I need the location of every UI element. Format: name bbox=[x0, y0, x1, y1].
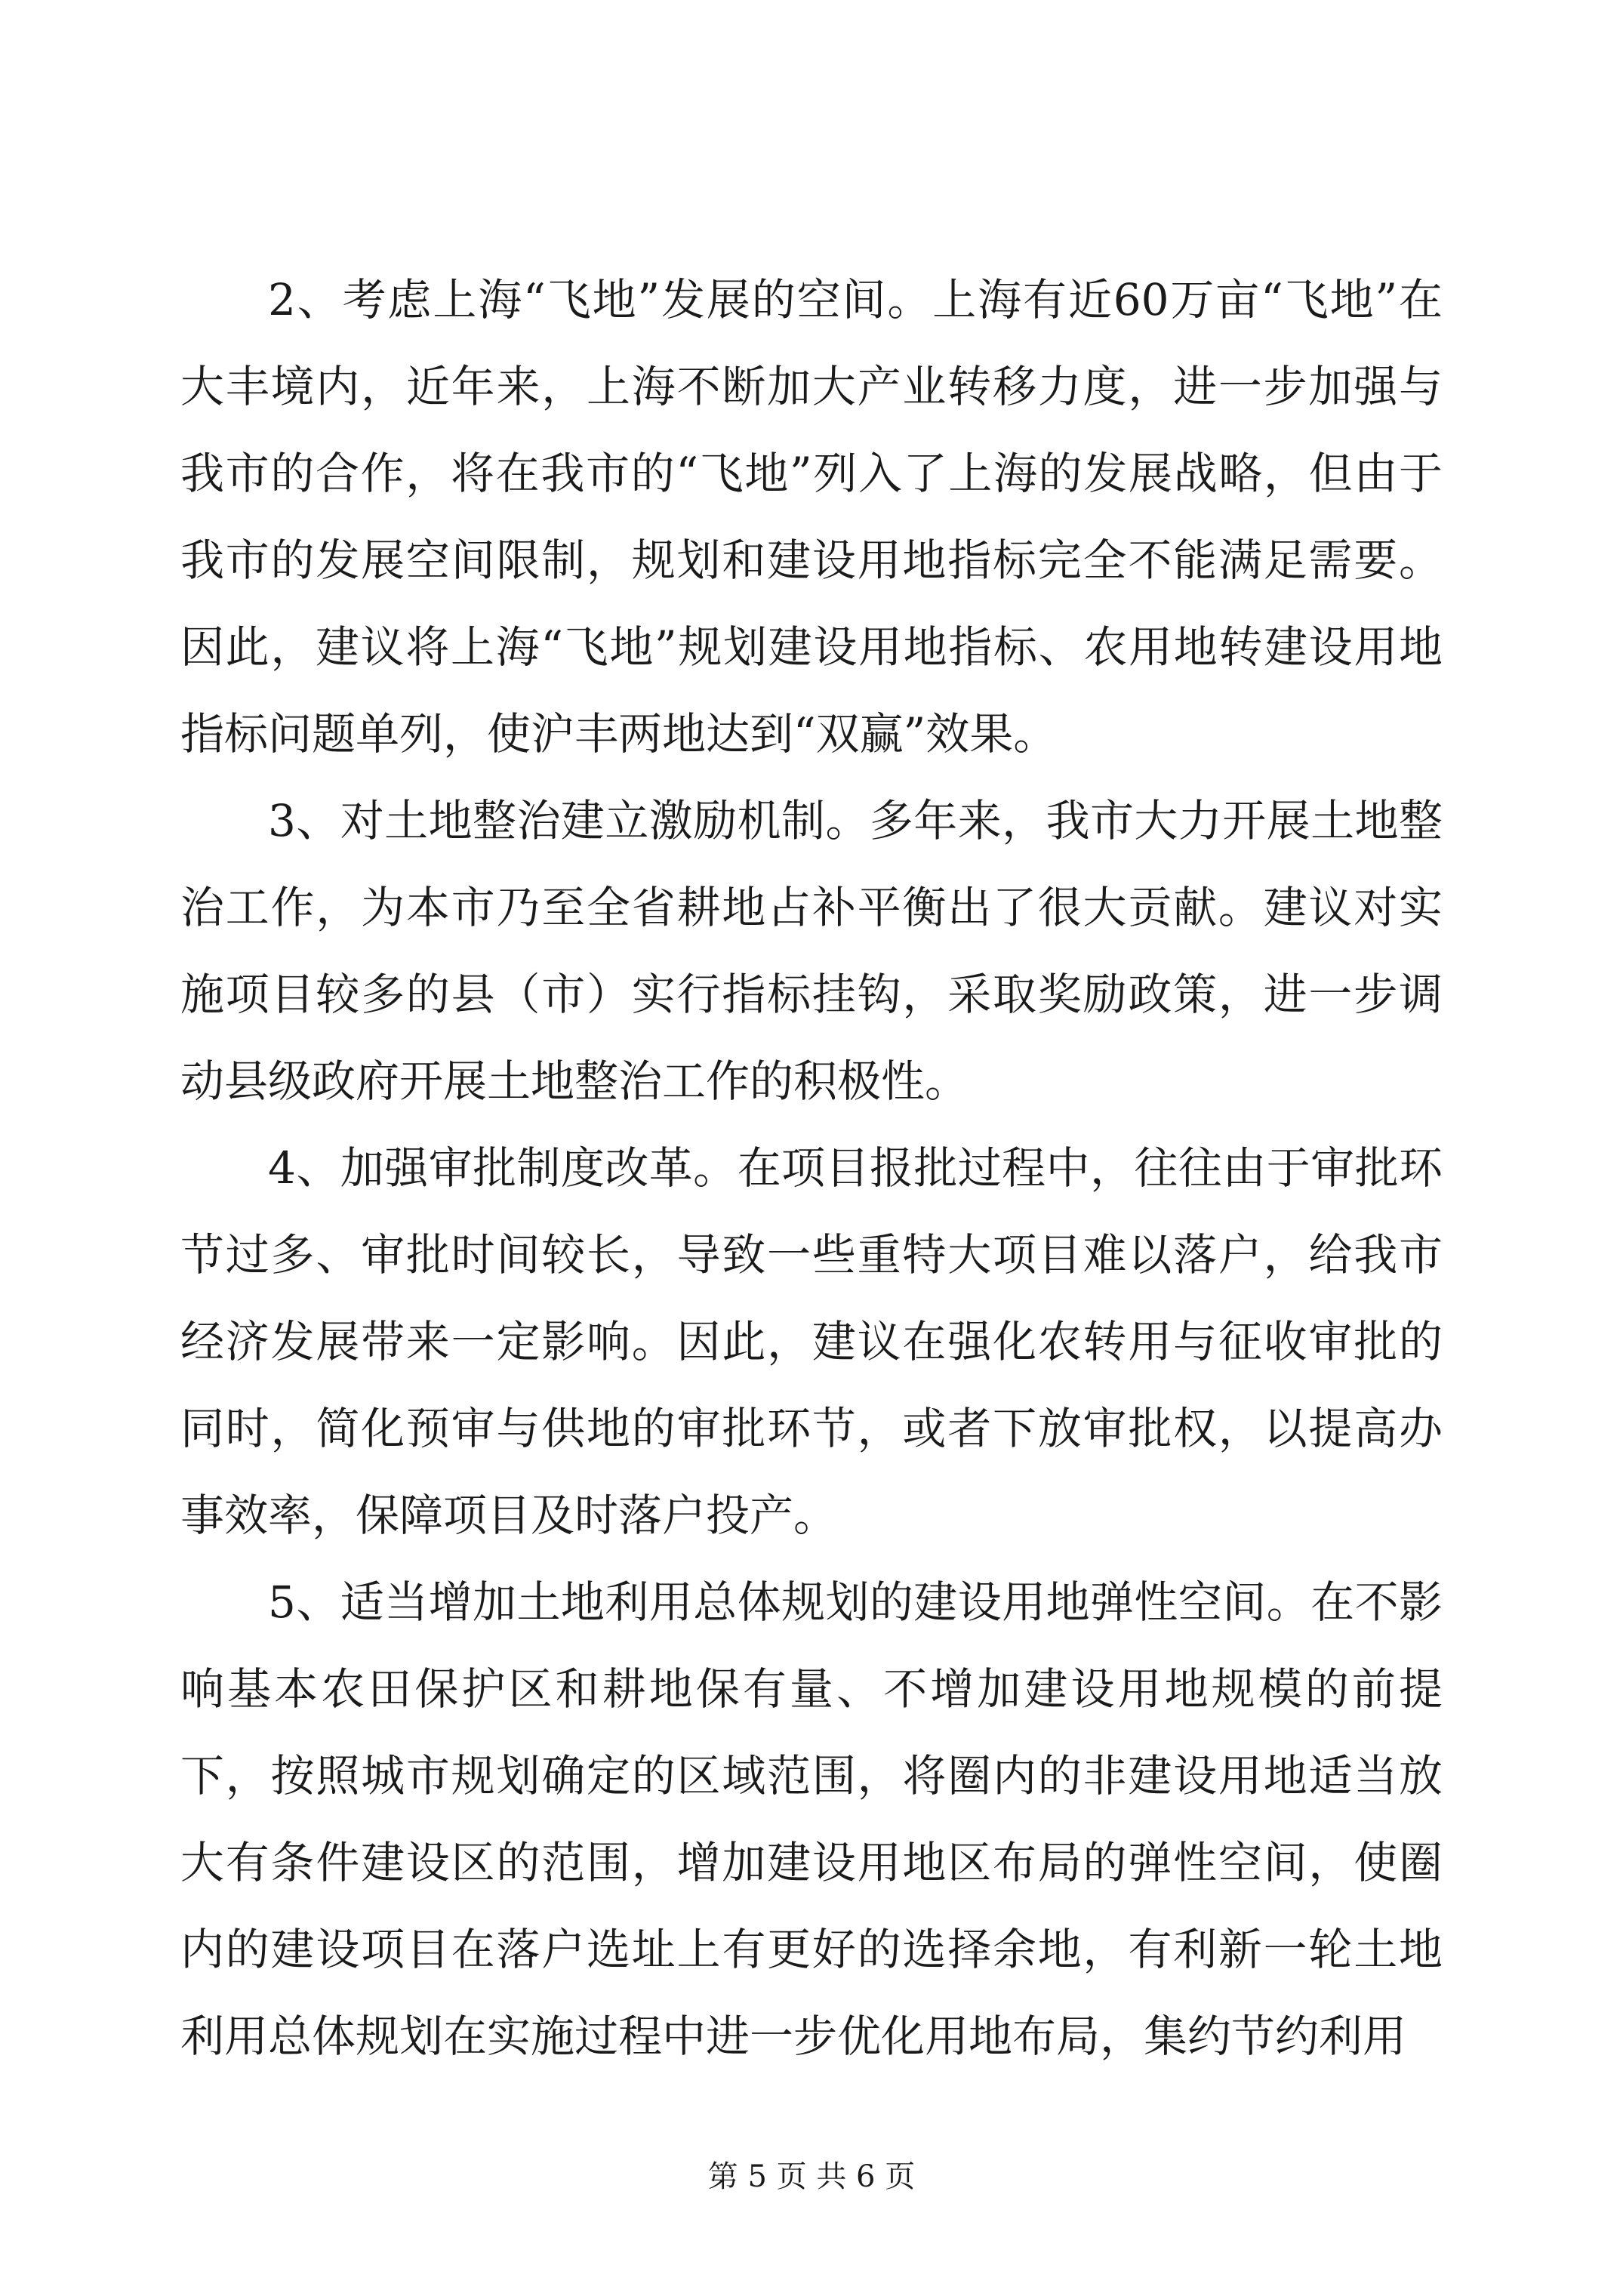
paragraph-4: 4、加强审批制度改革。在项目报批过程中，往往由于审批环节过多、审批时间较长，导致一些重特大项目难以落户，给我市经济发展带来一定影响。因此，建议在强化农转用与征收审批的同时，简化预审与供地的审批环节，或者下放审批权，以提高办事效率，保障项目及时落户投产。 bbox=[180, 1142, 1443, 1541]
paragraph-2: 2、考虑上海“飞地”发展的空间。上海有近60万亩“飞地”在大丰境内，近年来，上海不断加大产业转移力度，进一步加强与我市的合作，将在我市的“飞地”列入了上海的发展战略，但由于我市的发展空间限制，规划和建设用地指标完全不能满足需要。因此，建议将上海“飞地”规划建设用地指标、农用地转建设用地指标问题单列，使沪丰两地达到“双赢”效果。 bbox=[180, 274, 1443, 760]
page-number-footer: 第 5 页 共 6 页 bbox=[707, 2159, 916, 2194]
document-body bbox=[180, 257, 1443, 2080]
paragraph-3: 3、对土地整治建立激励机制。多年来，我市大力开展土地整治工作，为本市乃至全省耕地占补平衡出了很大贡献。建议对实施项目较多的县（市）实行指标挂钩，采取奖励政策，进一步调动县级政府开展土地整治工作的积极性。 bbox=[180, 795, 1443, 1107]
paragraph-5: 5、适当增加土地利用总体规划的建设用地弹性空间。在不影响基本农田保护区和耕地保有量、不增加建设用地规模的前提下，按照城市规划确定的区域范围，将圈内的非建设用地适当放大有条件建设区的范围，增加建设用地区布局的弹性空间，使圈内的建设项目在落户选址上有更好的选择余地，有利新一轮土地利用总体规划在实施过程中进一步优化用地布局，集约节约利用 bbox=[180, 1576, 1443, 2062]
